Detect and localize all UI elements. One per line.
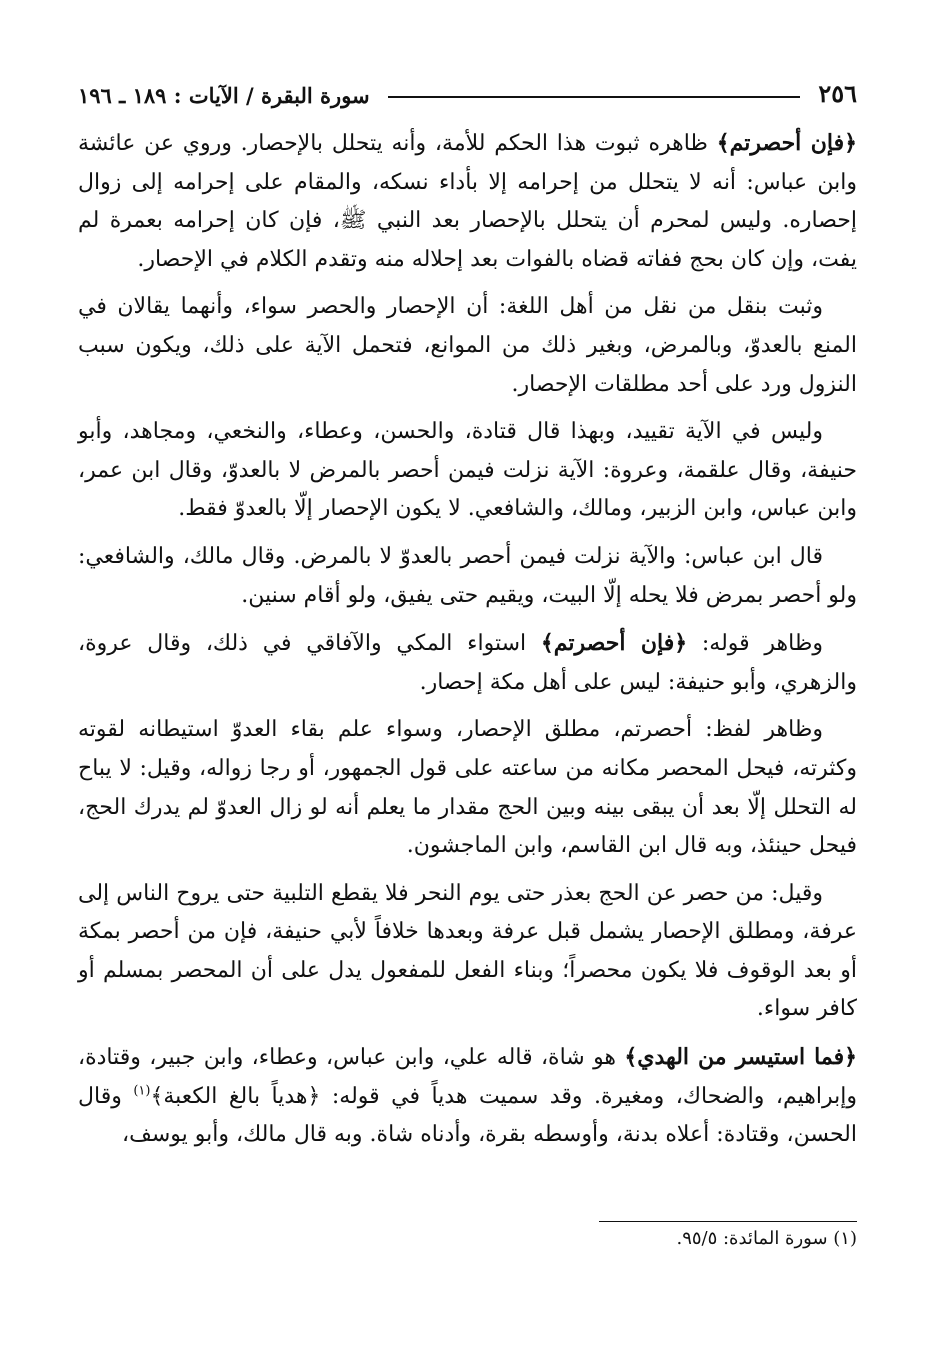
body-text [78, 124, 857, 1164]
paragraph-text: استواء المكي والآفاقي في ذلك، وقال عروة، والزهري، وأبو حنيفة: ليس على أهل مكة إحصار. [78, 631, 857, 695]
paragraph-text: وليس في الآية تقييد، وبهذا قال قتادة، والحسن، وعطاء، والنخعي، ومجاهد، وأبو حنيفة، وقال علقمة، وعروة: الآية نزلت فيمن أحصر بالمرض لا بالعدوّ، وقال ابن عمر، وابن عباس، وابن الزبير، ومالك، والشافعي. لا يكون الإحصار إلّا بالعدوّ فقط. [78, 419, 857, 522]
footnote-marker: (١) [133, 1083, 151, 1099]
quran-quote: ﴿فما استيسر من الهدي﴾ [624, 1044, 857, 1071]
paragraph-text: هو شاة، قاله علي، وابن عباس، وعطاء، وابن جبير، وقتادة، وإبراهيم، والضحاك، ومغيرة. وقد سميت هدياً في قوله: ﴿هدياً بالغ الكعبة﴾ [78, 1045, 857, 1109]
paragraph-prefix: وظاهر قوله: [687, 631, 823, 657]
paragraph [78, 538, 857, 615]
quran-quote: ﴿فإن أحصرتم﴾ [540, 630, 688, 657]
paragraph-text: قال ابن عباس: والآية نزلت فيمن أحصر بالعدوّ لا بالمرض. وقال مالك، والشافعي: ولو أحصر بمرض فلا يحله إلّا البيت، ويقيم حتى يفيق، ولو أقام سنين. [78, 543, 857, 608]
paragraph-text: وظاهر لفظ: أحصرتم، مطلق الإحصار، وسواء علم بقاء العدوّ استيطانه لقوته وكثرته، فيحل المحصر مكانه من ساعته على قول الجمهور، أو رجا زواله، وقيل: لا يباح له التحلل إلّا بعد أن يبقى بينه وبين الحج مقدار ما يعلم أنه لو زال العدوّ لم يدرك الحج، فيحل حينئذ، وبه قال ابن القاسم، وابن الماجشون. [78, 717, 857, 859]
paragraph [78, 124, 857, 279]
paragraph-text: وقيل: من حصر عن الحج بعذر حتى يوم النحر فلا يقطع التلبية حتى يروح الناس إلى عرفة، ومطلق الإحصار يشمل قبل عرفة وبعدها خلافاً لأبي حنيفة، فإن من أحصر بمكة أو بعد الوقوف فلا يكون محصراً؛ وبناء الفعل للمفعول يدل على أن المحصر بمسلم أو كافر سواء. [78, 880, 857, 1022]
header-rule [388, 96, 801, 98]
paragraph [78, 624, 857, 702]
page-header [78, 70, 857, 110]
footnote-rule [599, 1221, 857, 1222]
paragraph [78, 1038, 857, 1155]
page-number: ٢٥٦ [818, 79, 857, 108]
footnote: (١) سورة المائدة: ٩٥/٥. [676, 1228, 857, 1249]
running-title: سورة البقرة / الآيات : ١٨٩ ـ ١٩٦ [78, 83, 370, 108]
paragraph [78, 711, 857, 865]
quran-quote: ﴿فإن أحصرتم﴾ [716, 130, 857, 156]
paragraph [78, 875, 857, 1029]
paragraph [78, 413, 857, 529]
paragraph [78, 288, 857, 404]
paragraph-text: ظاهره ثبوت هذا الحكم للأمة، وأنه يتحلل بالإحصار. وروي عن عائشة وابن عباس: أنه لا يتحلل من إحرامه إلا بأداء نسكه، والمقام على إحرامه إلى زوال إحصاره. وليس لمحرم أن يتحلل بالإحصار بعد النبي ﷺ، فإن كان إحرامه بعمرة لم يفت، وإن كان بحج ففاته قضاه بالفوات بعد إحلاله منه وتقدم الكلام في الإحصار. [78, 131, 857, 272]
paragraph-text: وثبت بنقل من نقل من أهل اللغة: أن الإحصار والحصر سواء، وأنهما يقالان في المنع بالعدوّ، وبالمرض، وبغير ذلك من الموانع، فتحمل الآية على ذلك، ويكون سبب النزول ورد على أحد مطلقات الإحصار. [78, 294, 857, 397]
paragraph-text-continued: وقال الحسن، وقتادة: أعلاه بدنة، وأوسطه بقرة، وأدناه شاة. وبه قال مالك، وأبو يوسف، [78, 1083, 857, 1148]
